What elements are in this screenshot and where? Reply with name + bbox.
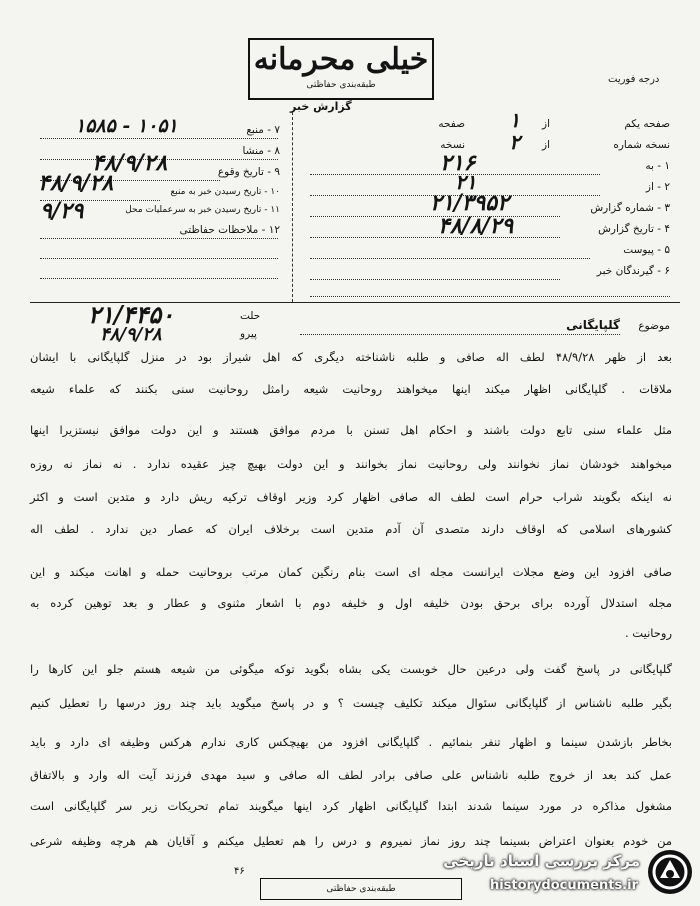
body-line: بخاطر بازشدن سینما و اظهار تنفر بنمائیم . گلپایگانی افزود من بهیچکس کاری ندارم هرکس وظیفه ای دارد و باید xyxy=(30,735,672,749)
watermark-text: مرکز بررسی اسناد تاریخی xyxy=(443,852,640,870)
field-received-ops-label: ۱۱ - تاریخ رسیدن خبر به سرعملیات محل xyxy=(125,205,280,215)
body-line: من خودم بعنوان اعتراض بسینما چند روز نماز نمیروم و درس را هم تعطیل میکنم و آقایان هم هرچه وظیفه شرعی xyxy=(30,834,672,848)
report-label: گزارش خبر xyxy=(290,100,352,113)
body-line: کشورهای اسلامی که اوقاف دارند متصدی آن آدم متدین است برخلاف ایران که عصار دین ندارد . لطف اله xyxy=(30,522,672,536)
field-received-source-value: ۴۸/۹/۲۸ xyxy=(38,170,114,196)
footer-classification-stamp: طبقه‌بندی حفاظتی xyxy=(260,878,462,900)
body-line: روحانیت . xyxy=(625,626,672,640)
field-occurrence-date-label: ۹ - تاریخ وقوع xyxy=(217,166,280,178)
watermark xyxy=(404,838,700,906)
urgency-label: درجه فوریت xyxy=(608,74,660,85)
body-line: بعد از ظهر ۴۸/۹/۲۸ لطف اله صافی و طلبه ناشناخته دیگری که اهل شیراز بود در منزل گلپایگانی با ایشان xyxy=(30,350,672,364)
body-line: نه اینکه بگویند شراب حرام است لطف اله صافی اظهار کرد وزیر اوقاف ترکیه ریش دارد و متدین است و اکثر xyxy=(30,490,672,504)
body-line: صافی افزود این وضع مجلات ایرانست مجله ای است بنام رنگین کمان مرتب بروحانیت حمله و اهانت میکند و این xyxy=(30,565,672,579)
field-page-mid: از xyxy=(542,118,550,130)
field-report-number-label: ۳ - شماره گزارش xyxy=(590,202,670,214)
field-report-number-value: ۲۱/۳۹۵۲ xyxy=(430,190,509,216)
field-attachment-label: ۵ - پیوست xyxy=(623,244,670,256)
field-source-value: ۱۵۸۵ - ۱۰۵۱ xyxy=(75,115,178,137)
field-origin-label: ۸ - منشا xyxy=(242,145,280,157)
field-to-value: ۲۱۶ xyxy=(440,150,476,176)
field-occurrence-date-value: ۴۸/۹/۲۸ xyxy=(92,150,168,176)
field-copy-mid: از xyxy=(542,139,550,151)
body-line: مجله استدلال آورده برای برحق بودن خلیفه اول و خلیفه دوم با اشعار مثنوی و عطار و بعد توهین کرده به xyxy=(30,596,672,610)
field-recipients-label: ۶ - گیرندگان خبر xyxy=(596,265,670,277)
handwritten-ref-number: ۲۱/۴۴۵۰ xyxy=(88,300,175,329)
subject-label: موضوع xyxy=(638,320,670,332)
body-line: عمل کند بعد از خروج طلبه ناشناس علی صافی برادر لطف اله صافی و سید مهدی فرزند آیت اله وارد و بالاتفاق xyxy=(30,768,672,782)
ref-label-2: پیرو xyxy=(240,328,257,340)
field-to-label: ۱ - به xyxy=(645,160,670,172)
field-report-date-value: ۴۸/۸/۲۹ xyxy=(438,213,514,239)
handwritten-copy-number: ۲ xyxy=(509,130,520,154)
field-received-source-label: ۱۰ - تاریخ رسیدن خبر به منبع xyxy=(170,187,280,197)
field-page-label: صفحه یکم xyxy=(624,118,670,130)
body-line: بگیر طلبه ناشناس از گلپایگانی سئوال میکند تکلیف چیست ؟ و در پاسخ میگوید باید چند روز درسها را تعطیل کنیم xyxy=(30,696,672,710)
classification-stamp xyxy=(248,38,434,100)
body-line: مثل علماء سنی تابع دولت باشند و احکام اهل تسنن با مردم موافق هستند و این دولت موافق نیستزیرا اینها xyxy=(30,423,672,437)
watermark-url: historydocuments.ir xyxy=(489,878,638,893)
field-from-value: ۲۱ xyxy=(455,170,477,194)
handwritten-ref-date: ۴۸/۹/۲۸ xyxy=(100,324,162,345)
body-line: مشغول مذاکره در مورد سینما شدند ابتدا گلپایگانی اظهار کرد اینها میگویند تمام تحریکات زیر سر گلپایگانی است xyxy=(30,799,672,813)
classification-subtitle: طبقه‌بندی حفاظتی xyxy=(306,80,376,90)
handwritten-page-number: ۱ xyxy=(509,108,520,132)
classification-title: خیلی محرمانه xyxy=(253,42,429,77)
page-number: ۴۶ xyxy=(234,866,245,877)
field-source-label: ۷ - منبع xyxy=(246,124,280,136)
field-received-ops-value: ۹/۲۹ xyxy=(40,198,84,224)
body-line: ملاقات . گلپایگانی اظهار میکند اینها میخواهند روحانیت شیعه رامثل روحانیت سنی بکنند که علماء شیعه xyxy=(30,382,672,396)
column-divider xyxy=(292,112,293,302)
subject-value: گلپایگانی xyxy=(566,318,620,332)
field-security-notes-label: ۱۲ - ملاحظات حفاظتی xyxy=(179,224,280,236)
field-page-value: صفحه xyxy=(438,118,465,130)
body-line: گلپایگانی در پاسخ گفت ولی درعین حال خوبست یکی بشاه بگوید توکه میگوئی من شیعه هستم جلو این کارها را xyxy=(30,662,672,676)
ref-label-1: حلت xyxy=(240,310,261,322)
body-line: میخواهند خودشان نماز نخوانند ولی روحانیت نماز بخوانند و این دولت بهیچ چیز عقیده ندارد . نه نماز نه روزه xyxy=(30,457,672,471)
archive-logo-icon xyxy=(646,848,694,896)
field-report-date-label: ۴ - تاریخ گزارش xyxy=(598,223,670,235)
field-copy-label: نسخه شماره xyxy=(613,139,670,151)
field-copy-value: نسخه xyxy=(440,139,465,151)
field-from-label: ۲ - از xyxy=(645,181,670,193)
